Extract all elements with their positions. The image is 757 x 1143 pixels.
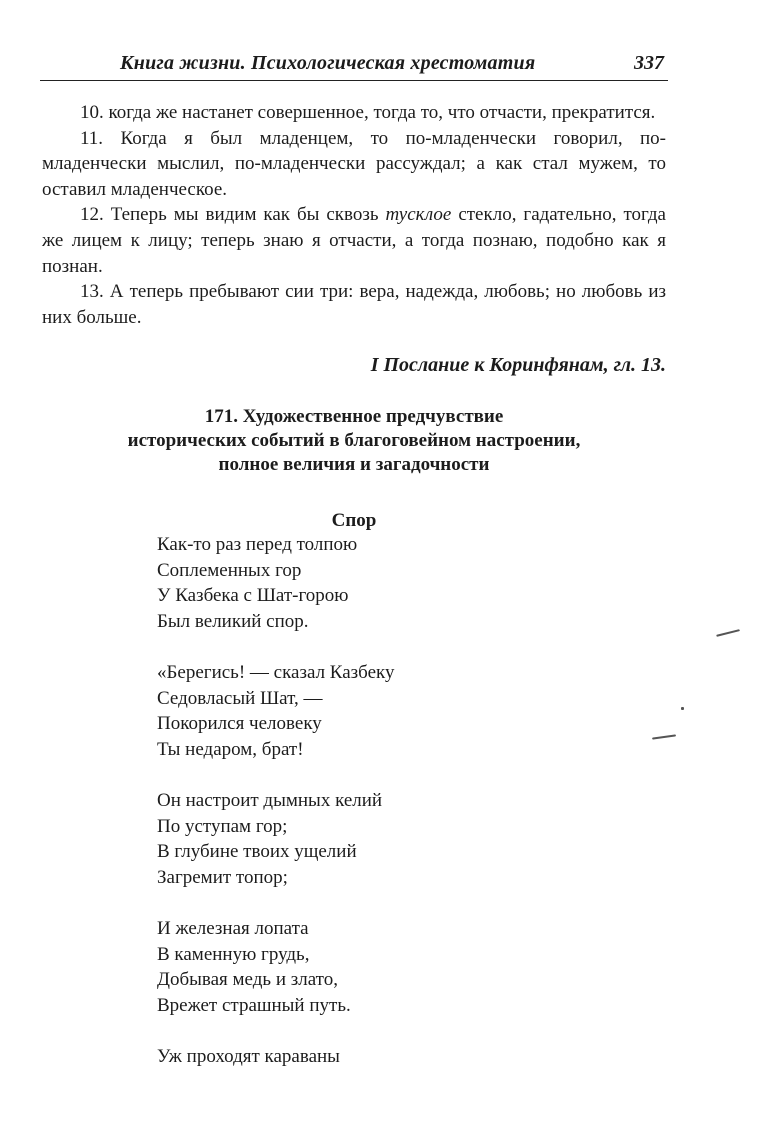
section-heading-line: 171. Художественное предчувствие [204, 406, 504, 427]
poem-line: Седовласый Шат, — [157, 687, 323, 709]
poem-line: Добывая медь и злато, [157, 969, 338, 991]
poem-stanza [157, 1044, 617, 1070]
verse-12 [42, 202, 666, 279]
poem-line: В глубине твоих ущелий [157, 841, 357, 863]
poem-stanza [157, 788, 617, 890]
running-title: Книга жизни. Психологическая хрестоматия [120, 52, 536, 74]
poem-line: Ты недаром, брат! [157, 738, 304, 760]
verse-13: 13. А теперь пребывают сии три: вера, надежда, любовь; но любовь из них больше. [42, 281, 666, 328]
poem-line: Он настроит дымных келий [157, 789, 383, 811]
poem-line: Покорился человеку [157, 713, 322, 735]
verse-source: I Послание к Коринфянам, гл. 13. [370, 354, 666, 376]
poem-line: Был великий спор. [157, 610, 309, 632]
poem-line: И железная лопата [157, 917, 309, 939]
poem-line: «Берегись! — сказал Казбеку [157, 661, 395, 683]
section-heading-line: исторических событий в благоговейном настроении, [127, 430, 581, 451]
poem-line: Соплеменных гор [157, 559, 302, 581]
page-number: 337 [634, 52, 664, 74]
poem-line: Врежет страшный путь. [157, 994, 351, 1016]
verse-12-start: 12. Теперь мы видим как бы сквозь [80, 204, 386, 226]
verse-12-end: стекло, гадательно, тогда же лицем к лицу; теперь знаю я отчасти, а тогда познаю, подобно как я познан. [42, 204, 666, 277]
poem-line: В каменную грудь, [157, 943, 310, 965]
scan-speck [681, 707, 684, 710]
poem-line: По уступам гор; [157, 815, 288, 837]
section-heading-line: полное величия и загадочности [218, 454, 490, 475]
verse-10: 10. когда же настанет совершенное, тогда то, что отчасти, прекратится. [80, 102, 656, 123]
poem-stanza [157, 660, 617, 762]
section-heading [42, 405, 666, 477]
poem-body [157, 532, 617, 1095]
poem-line: Загремит топор; [157, 866, 288, 888]
verse-block [42, 100, 666, 330]
verse-12-italic-word: тусклое [385, 204, 452, 226]
running-header [40, 50, 668, 78]
poem-line: Уж проходят караваны [157, 1045, 340, 1067]
poem-stanza [157, 532, 617, 634]
scan-speck [652, 734, 676, 739]
scan-speck [716, 629, 740, 636]
poem-stanza [157, 916, 617, 1018]
header-rule [40, 80, 668, 81]
poem-line: Как-то раз перед толпою [157, 534, 358, 555]
verse-11: 11. Когда я был младенцем, то по-младенчески говорил, по-младенчески мыслил, по-младенчески рассуждал; а как стал мужем, то оставил младенческое. [42, 127, 666, 200]
poem-line: У Казбека с Шат-горою [157, 585, 349, 607]
poem-title: Спор [331, 510, 377, 531]
